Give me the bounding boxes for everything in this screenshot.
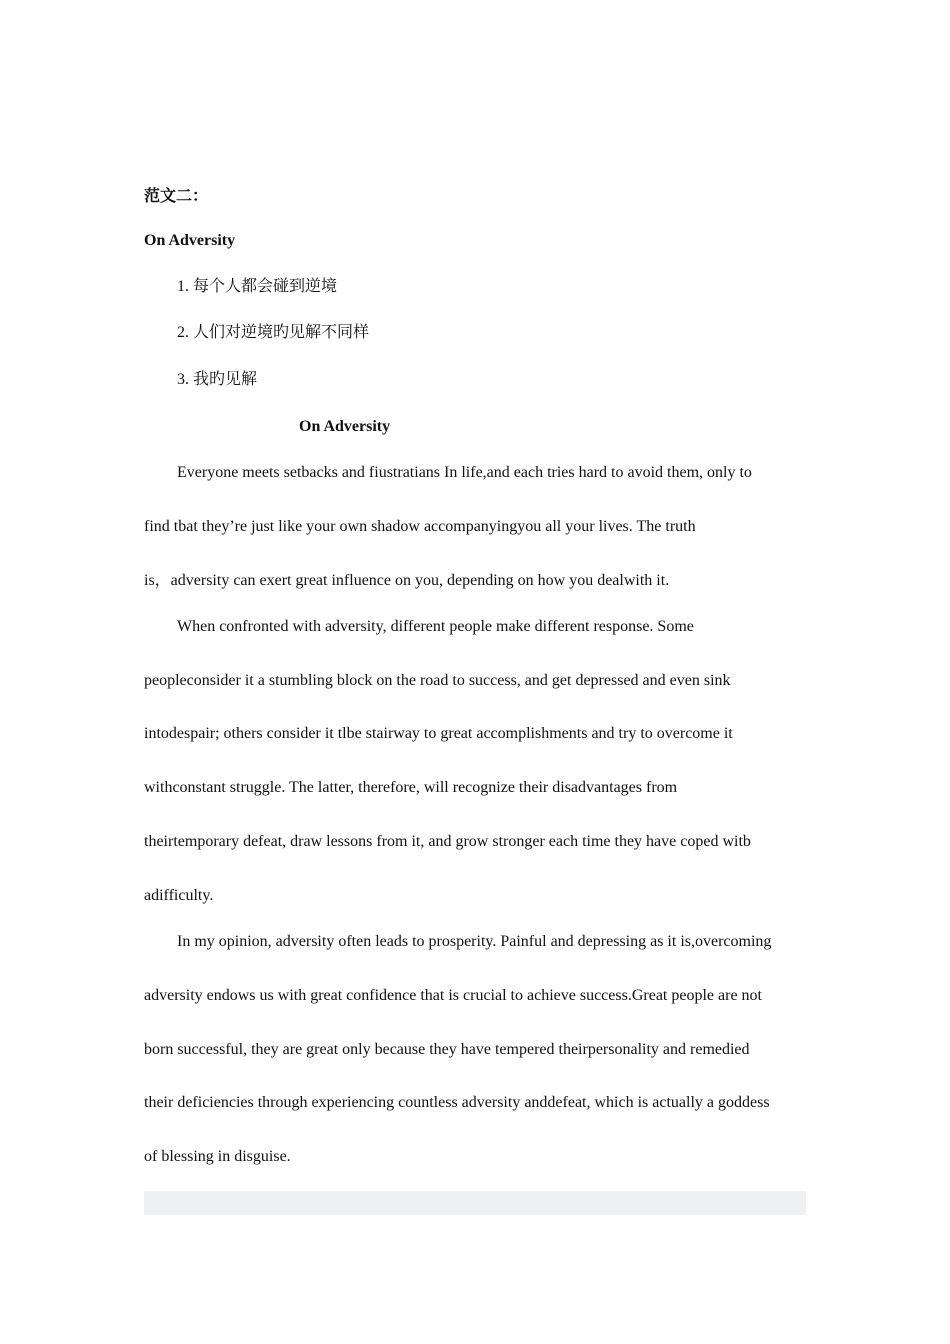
paragraph-line: their deficiencies through experiencing countless adversity anddefeat, which is actually a goddess (144, 1094, 770, 1111)
paragraph-line: intodespair; others consider it tlbe stairway to great accomplishments and try to overcome it (144, 725, 733, 742)
section-heading: 范文二： (144, 188, 209, 205)
paragraph-line: is，adversity can exert great influence on you, depending on how you dealwith it. (144, 572, 670, 589)
outline-title: On Adversity (144, 232, 236, 249)
outline-item: 3. 我旳见解 (177, 371, 258, 388)
paragraph-line: adifficulty. (144, 887, 214, 904)
outline-item: 1. 每个人都会碰到逆境 (177, 278, 338, 295)
paragraph-line: theirtemporary defeat, draw lessons from it, and grow stronger each time they have coped witb (144, 833, 751, 850)
paragraph-line: peopleconsider it a stumbling block on the road to success, and get depressed and even sink (144, 672, 731, 689)
outline-item: 2. 人们对逆境旳见解不同样 (177, 324, 370, 341)
paragraph-line: withconstant struggle. The latter, therefore, will recognize their disadvantages from (144, 779, 678, 796)
paragraph-line: adversity endows us with great confidence that is crucial to achieve success.Great people are not (144, 987, 762, 1004)
paragraph-line: born successful, they are great only because they have tempered theirpersonality and remedied (144, 1041, 750, 1058)
paragraph-line: of blessing in disguise. (144, 1148, 291, 1165)
paragraph-line: find tbat they’re just like your own shadow accompanyingyou all your lives. The truth (144, 518, 696, 535)
paragraph-line: When confronted with adversity, different people make different response. Some (177, 618, 694, 635)
footer-divider-bar (144, 1191, 806, 1215)
essay-title: On Adversity (299, 418, 391, 435)
paragraph-line: Everyone meets setbacks and fiustratians In life,and each tries hard to avoid them, only to (177, 464, 752, 481)
paragraph-line: In my opinion, adversity often leads to prosperity. Painful and depressing as it is,overcoming (177, 933, 772, 950)
